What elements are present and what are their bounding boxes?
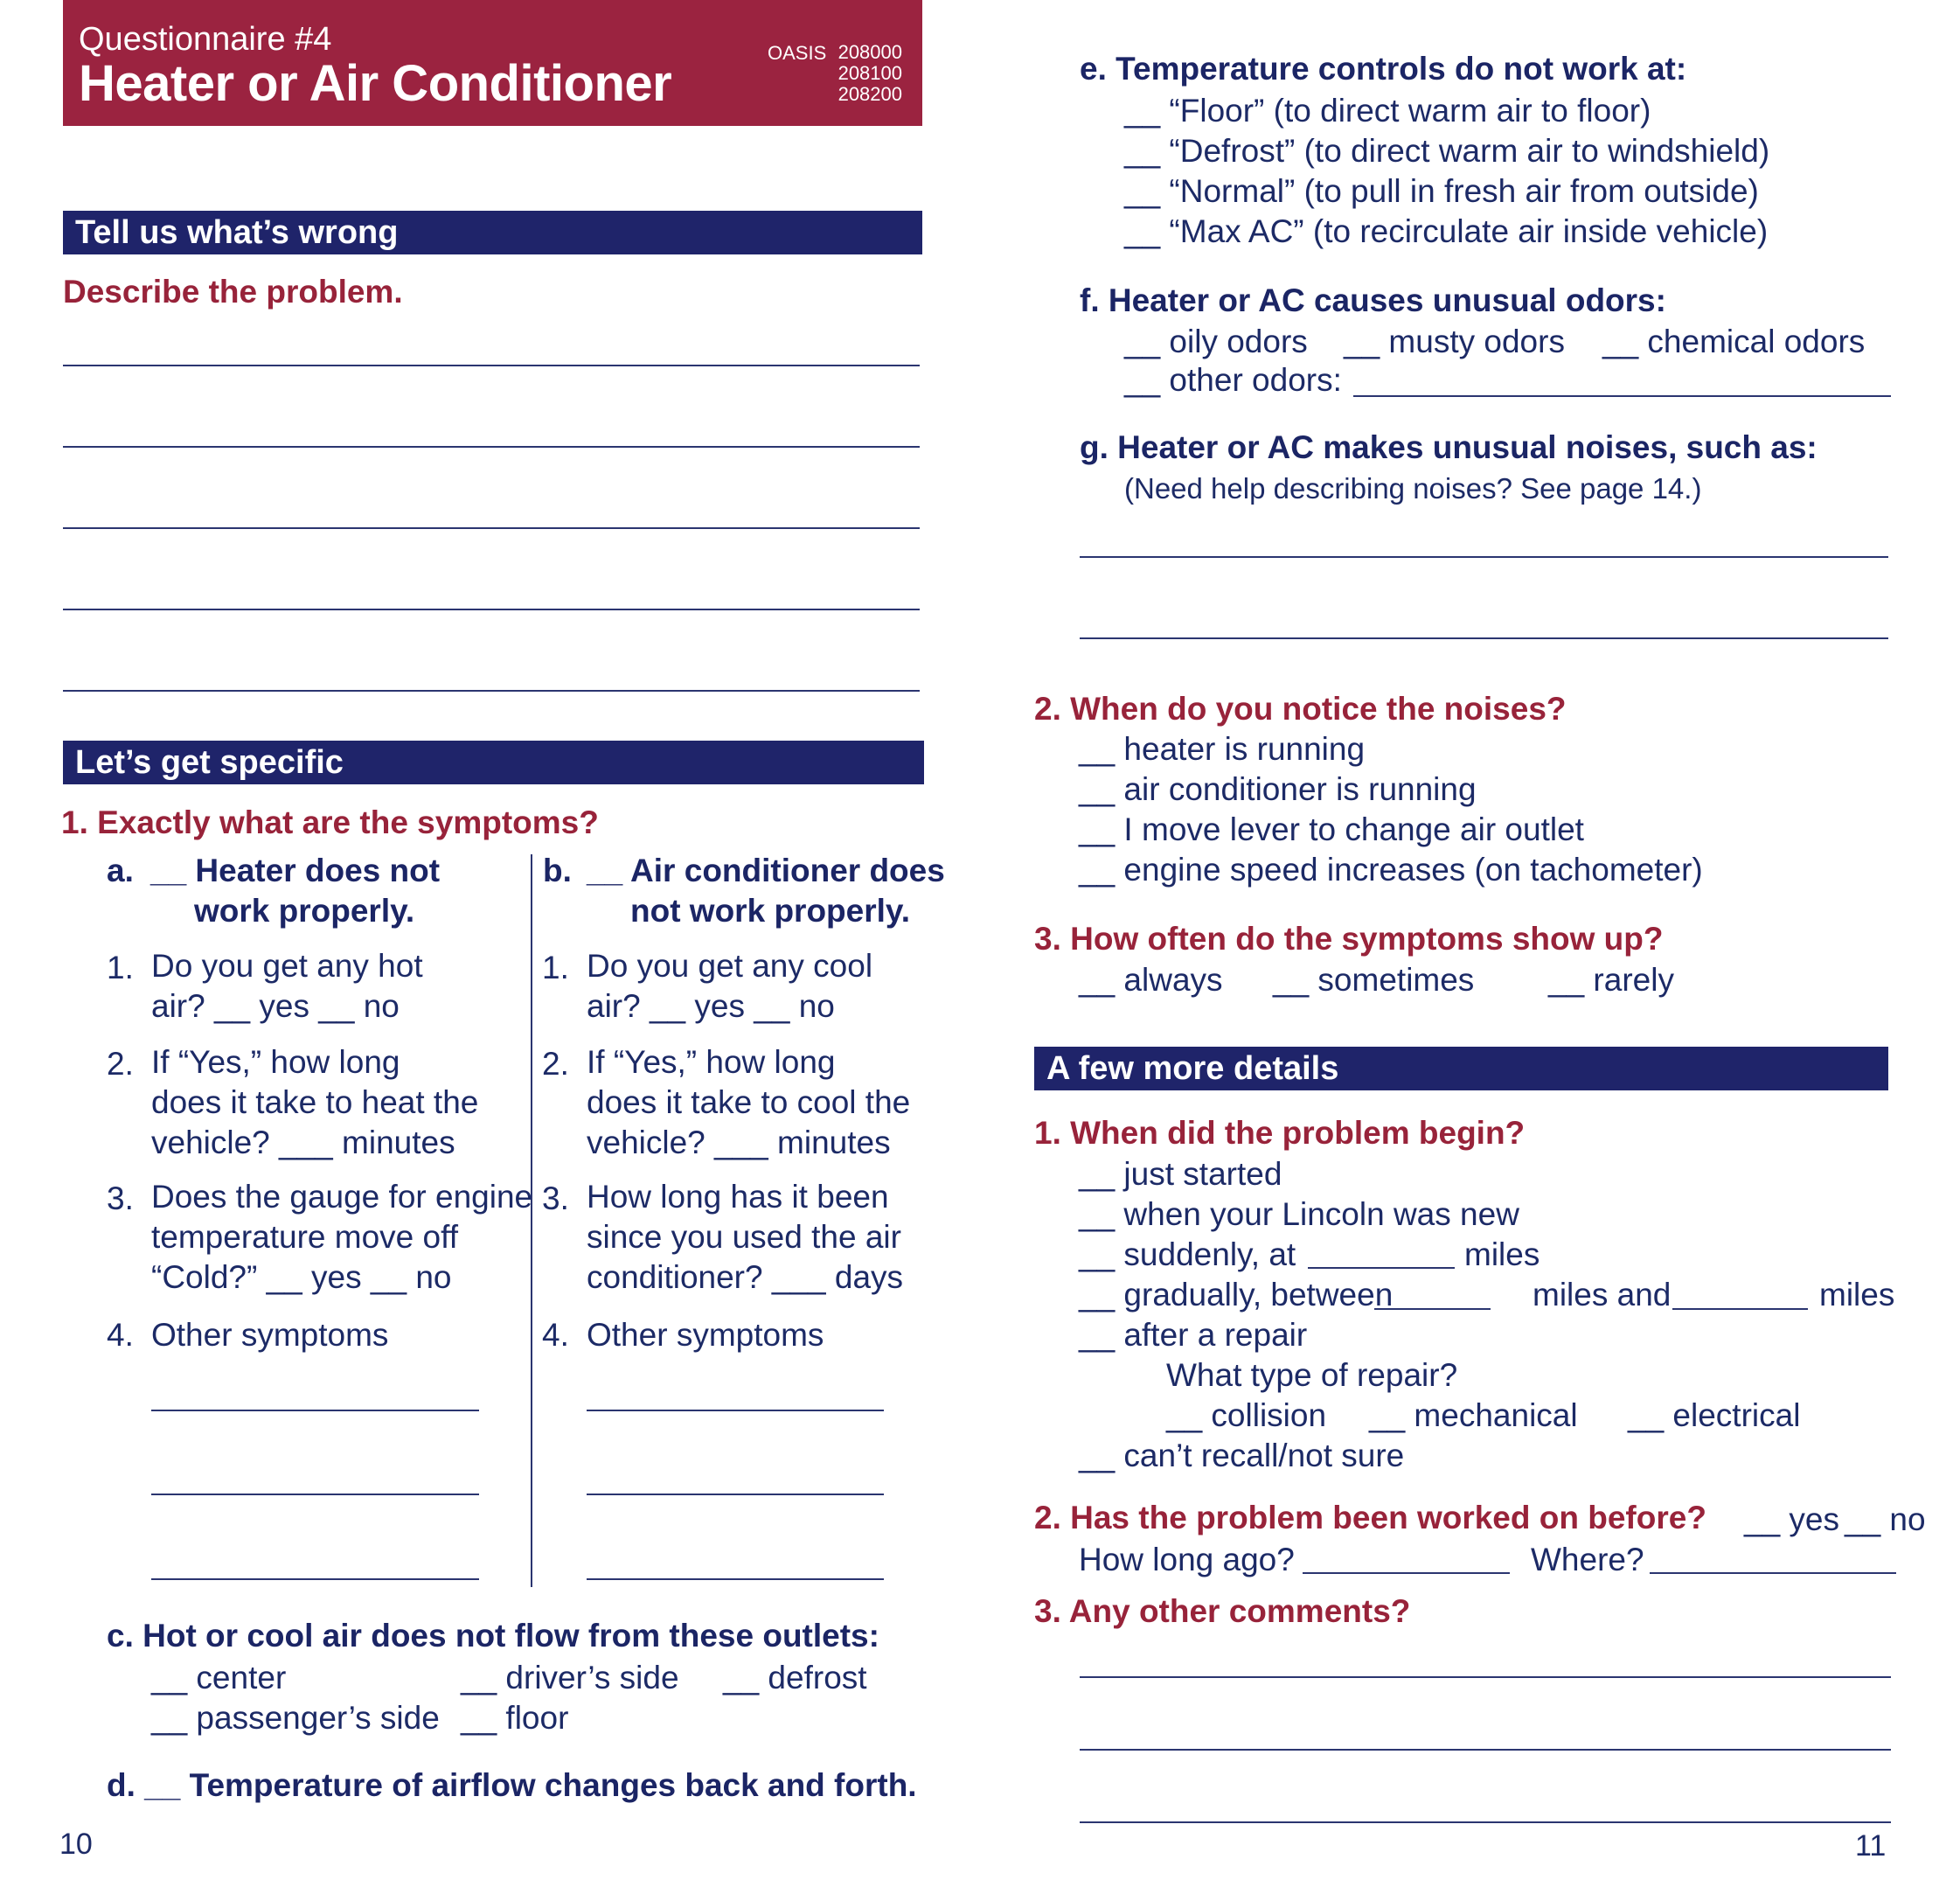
option-letter-a: a. [107,853,134,888]
miles-blank[interactable] [1308,1267,1455,1269]
answer-line[interactable] [1080,1821,1891,1823]
ac-not-working-checkbox[interactable]: __ Air conditioner does [587,853,945,888]
noise-engine-option[interactable]: __ engine speed increases (on tachometer) [1079,852,1703,888]
oasis-code: 208000 [838,41,902,63]
ac-time-question[interactable]: If “Yes,” how long does it take to cool the vehicle? ___ minutes [587,1044,911,1160]
outlet-driver-option[interactable]: __ driver’s side [461,1660,679,1696]
miles-from-blank[interactable] [1374,1308,1491,1310]
oasis-codes [832,42,902,105]
control-maxac-option[interactable]: __ “Max AC” (to recirculate air inside vehicle) [1124,213,1769,249]
answer-line[interactable] [1080,1749,1891,1751]
question-when-begin: 1. When did the problem begin? [1034,1115,1526,1151]
question-e: e. Temperature controls do not work at: [1080,51,1687,87]
questionnaire-number: Questionnaire #4 [79,21,332,58]
answer-line[interactable] [63,527,920,529]
answer-line[interactable] [151,1578,479,1580]
outlet-passenger-option[interactable]: __ passenger’s side [151,1700,440,1736]
ac-not-working-label: not work properly. [630,893,911,929]
odor-chemical-option[interactable]: __ chemical odors [1602,324,1866,359]
answer-line[interactable] [63,365,920,366]
answer-line[interactable] [1080,637,1888,639]
miles-to-blank[interactable] [1672,1308,1808,1310]
noise-lever-option[interactable]: __ I move lever to change air outlet [1079,811,1584,847]
odor-oily-option[interactable]: __ oily odors [1124,324,1308,359]
how-long-ago-blank[interactable] [1303,1572,1510,1574]
item-number: 4. [542,1317,569,1353]
frequency-sometimes-option[interactable]: __ sometimes [1273,962,1475,998]
column-divider [531,854,532,1587]
item-number: 2. [542,1046,569,1082]
ac-cool-air-question[interactable]: Do you get any cool air? __ yes __ no [587,948,873,1024]
section-bar-details: A few more details [1034,1047,1888,1090]
miles-label: miles [1464,1236,1540,1272]
question-g: g. Heater or AC makes unusual noises, such as: [1080,429,1818,465]
answer-line[interactable] [151,1494,479,1495]
heater-not-working-checkbox[interactable]: __ Heater does not [150,853,441,888]
describe-prompt: Describe the problem. [63,274,403,310]
repair-electrical-option[interactable]: __ electrical [1628,1397,1801,1433]
question-symptoms: 1. Exactly what are the symptoms? [61,804,599,840]
heater-not-working-label: work properly. [194,893,415,929]
noise-ac-option[interactable]: __ air conditioner is running [1079,771,1477,807]
answer-line[interactable] [63,690,920,692]
ac-other-symptoms-label: Other symptoms [587,1317,824,1353]
begin-suddenly-option[interactable]: __ suddenly, at [1079,1236,1296,1272]
how-long-ago-label: How long ago? [1079,1542,1295,1577]
heater-time-question[interactable]: If “Yes,” how long does it take to heat the vehicle? ___ minutes [151,1044,479,1160]
answer-line[interactable] [63,609,920,610]
oasis-code: 208100 [838,62,902,84]
repair-type-label: What type of repair? [1166,1357,1458,1393]
item-number: 3. [542,1180,569,1216]
outlet-defrost-option[interactable]: __ defrost [723,1660,867,1696]
question-comments: 3. Any other comments? [1034,1593,1411,1629]
item-number: 4. [107,1317,134,1353]
odor-musty-option[interactable]: __ musty odors [1344,324,1565,359]
item-number: 2. [107,1046,134,1082]
oasis-code: 208200 [838,83,902,105]
answer-line[interactable] [63,446,920,448]
where-label: Where? [1531,1542,1644,1577]
control-defrost-option[interactable]: __ “Defrost” (to direct warm air to windshield) [1124,133,1770,169]
outlet-floor-option[interactable]: __ floor [461,1700,569,1736]
begin-just-started-option[interactable]: __ just started [1079,1156,1282,1192]
engine-gauge-question[interactable]: Does the gauge for engine temperature move off “Cold?” __ yes __ no [151,1179,533,1295]
noise-heater-option[interactable]: __ heater is running [1079,731,1366,767]
section-bar-specific: Let’s get specific [63,741,924,784]
repair-mechanical-option[interactable]: __ mechanical [1369,1397,1578,1433]
worked-on-no-option[interactable]: __ no [1845,1501,1926,1537]
airflow-changes-option[interactable]: d. __ Temperature of airflow changes back and forth. [107,1767,917,1803]
answer-line[interactable] [1080,1676,1891,1678]
begin-after-repair-option[interactable]: __ after a repair [1079,1317,1308,1353]
item-number: 1. [107,950,134,985]
answer-line[interactable] [587,1578,884,1580]
question-worked-on: 2. Has the problem been worked on before? [1034,1500,1706,1535]
odor-other-option[interactable]: __ other odors: [1124,362,1342,398]
page-number-left: 10 [59,1828,93,1861]
item-number: 3. [107,1180,134,1216]
repair-collision-option[interactable]: __ collision [1166,1397,1327,1433]
heater-hot-air-question[interactable]: Do you get any hot air? __ yes __ no [151,948,423,1024]
begin-when-new-option[interactable]: __ when your Lincoln was new [1079,1196,1519,1232]
section-bar-whats-wrong: Tell us what’s wrong [63,211,922,254]
page-title: Heater or Air Conditioner [79,55,672,112]
oasis-label: OASIS [768,42,827,64]
outlets-question: c. Hot or cool air does not flow from these outlets: [107,1618,879,1654]
question-noises-when: 2. When do you notice the noises? [1034,691,1567,727]
option-letter-b: b. [543,853,572,888]
heater-other-symptoms-label: Other symptoms [151,1317,389,1353]
begin-gradually-option[interactable]: __ gradually, between [1079,1277,1394,1313]
page-number-right: 11 [1855,1829,1887,1863]
worked-on-yes-option[interactable]: __ yes [1744,1501,1840,1537]
ac-last-used-question[interactable]: How long has it been since you used the air conditioner? ___ days [587,1179,904,1295]
begin-not-sure-option[interactable]: __ can’t recall/not sure [1079,1438,1405,1473]
question-frequency: 3. How often do the symptoms show up? [1034,921,1664,957]
noise-help-note: (Need help describing noises? See page 14.) [1124,472,1702,505]
answer-line[interactable] [1353,395,1891,397]
item-number: 1. [542,950,569,985]
questionnaire-header [63,0,922,126]
miles-and-label: miles and [1533,1277,1672,1313]
frequency-always-option[interactable]: __ always [1079,962,1223,998]
frequency-rarely-option[interactable]: __ rarely [1548,962,1674,998]
miles-label: miles [1819,1277,1895,1313]
control-floor-option[interactable]: __ “Floor” (to direct warm air to floor) [1124,93,1651,129]
control-normal-option[interactable]: __ “Normal” (to pull in fresh air from outside) [1124,173,1759,209]
question-f: f. Heater or AC causes unusual odors: [1080,282,1666,318]
where-blank[interactable] [1650,1572,1896,1574]
answer-line[interactable] [1080,556,1888,558]
answer-line[interactable] [151,1410,479,1411]
answer-line[interactable] [587,1494,884,1495]
outlet-center-option[interactable]: __ center [151,1660,287,1696]
answer-line[interactable] [587,1410,884,1411]
